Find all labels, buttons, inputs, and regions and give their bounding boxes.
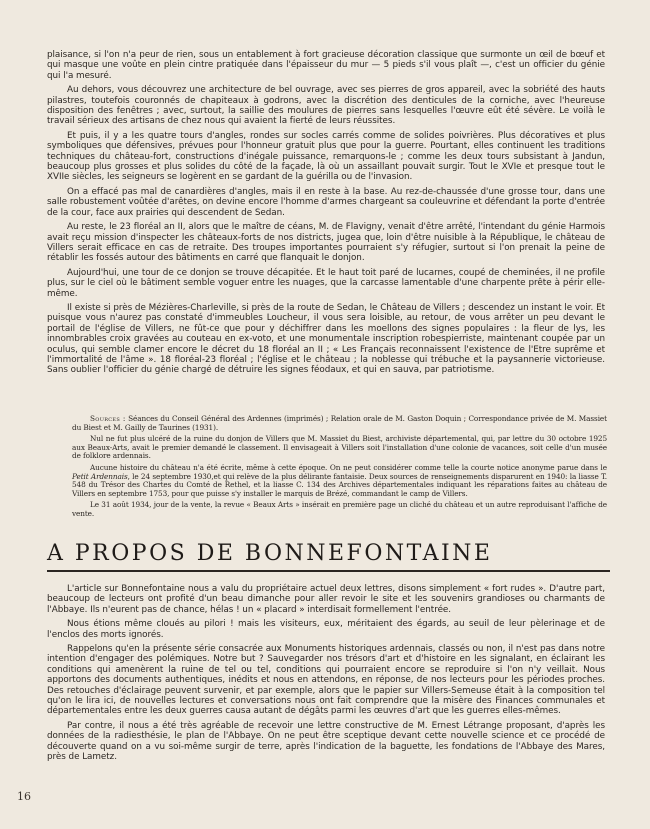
note-text: , le 24 septembre 1930,et qui relève de la plus délirante fantaisie. Deux sources de renseignements disparurent en 1940: la liasse T. 548 du Trésor des Chartes du Comté de Rethel, et la liasse C. 134 des Archives départementales indiquant les réparations faites au château de Villers en septembre 1753, pour que puisse s'y installer le marquis de Brézé, commandant le camp de Villers. — [72, 471, 607, 498]
article-bonnefontaine — [47, 584, 605, 767]
page-number: 16 — [17, 790, 31, 803]
paragraph: Nous étions même cloués au pilori ! mais les visiteurs, eux, méritaient des égards, au seuil de leur pèlerinage et de l'enclos des morts ignorés. — [47, 619, 605, 640]
note-sources — [72, 415, 607, 432]
paragraph: Rappelons qu'en la présente série consacrée aux Monuments historiques ardennais, classés ou non, il n'est pas dans notre intention d'engager des polémiques. Notre but ? Sauvegarder nos trésors d'art et d'histoire en les signalant, en éclairant les conditions qui amenèrent la ruine de tel ou tel, conditions qui pourraient encore se reproduire si l'on n'y veillait. Nous apportons des documents authentiques, inédits et nous en attendons, en réponse, de nos lecteurs pour les périodes proches. Des retouches d'éclairage peuvent survenir, et par exemple, alors que le papier sur Villers-Semeuse était à la composition tel qu'on le lira ici, de nouvelles lectures et conversations nous ont fait comprendre que la misère des Finances communales et départementales entre les deux guerres causa autant de dégâts parmi les œuvres d'art que les guerres elles-mêmes. — [47, 644, 605, 717]
heading-underline — [47, 570, 610, 572]
note-text: Aucune histoire du château n'a été écrite, même à cette époque. On ne peut considérer comme telle la courte notice anonyme parue dans le — [90, 462, 607, 472]
paragraph: Au dehors, vous découvrez une architecture de bel ouvrage, avec ses pierres de gros appareil, avec la sobriété des hauts pilastres, toutefois couronnés de chapiteaux à godrons, avec la discrétion des denticules de la corniche, avec l'heureuse disposition des fenêtres ; avec, surtout, la saillie des moulures de pierres sans lesquelles l'œuvre eût été sévère. Le voilà le travail sérieux des artisans de chez nous qui avaient la fierté de leurs réussites. — [47, 85, 605, 127]
paragraph: On a effacé pas mal de canardières d'angles, mais il en reste à la base. Au rez-de-chaussée d'une grosse tour, dans une salle robustement voûtée d'arêtes, on devine encore l'homme d'armes chargeant sa couleuvrine et défendant la porte d'entrée de la cour, face aux prairies qui descendent de Sedan. — [47, 186, 605, 218]
paragraph: Aujourd'hui, une tour de ce donjon se trouve décapitée. Et le haut toit paré de lucarnes, coupé de cheminées, il ne profile plus, sur le ciel où le bâtiment semble voguer entre les nuages, que la carcasse lamentable d'une charpente prête à périr elle-même. — [47, 267, 605, 299]
paragraph: Par contre, il nous a été très agréable de recevoir une lettre constructive de M. Ernest Létrange proposant, d'après les données de la radiesthésie, le plan de l'Abbaye. On ne peut être sceptique devant cette nouvelle science et ce procédé de découverte quand on a vu soi-même surgir de terre, après l'indication de la baguette, les fondations de l'Abbaye des Mares, près de Lametz. — [47, 720, 605, 763]
section-heading: A PROPOS DE BONNEFONTAINE — [47, 541, 493, 566]
article-villers — [47, 50, 605, 380]
footnotes — [72, 415, 607, 522]
sources-label: Sources : — [90, 414, 126, 423]
paragraph: L'article sur Bonnefontaine nous a valu du propriétaire actuel deux lettres, disons simplement « fort rudes ». D'autre part, beaucoup de lecteurs ont profité d'un beau dimanche pour aller revoir le site et les souvenirs grandioses ou charmants de l'Abbaye. Ils n'eurent pas de chance, hélas ! un « placard » interdisait formellement l'entrée. — [47, 584, 605, 615]
sources-text: Séances du Conseil Général des Ardennes (imprimés) ; Relation orale de M. Gaston Doquin ; Correspondance privée de M. Massiet du Biest et M. Gailly de Taurines (1931). — [72, 414, 607, 432]
paragraph: plaisance, si l'on n'a peur de rien, sous un entablement à fort gracieuse décoration classique que surmonte un œil de bœuf et qui masque une voûte en plein cintre pratiquée dans l'épaisseur du mur — 5 pieds s'il vous plaît —, c'est un officier du génie qui l'a mesuré. — [47, 50, 605, 81]
paragraph: Il existe si près de Mézières-Charleville, si près de la route de Sedan, le Château de Villers ; descendez un instant le voir. Et puisque vous n'aurez pas constaté d'immeubles Loucheur, il vous sera loisible, au retour, de vous arrêter un peu devant le portail de l'église de Villers, ne fût-ce que pour y déchiffrer dans les moellons des signes populaires : la fleur de lys, les innombrables croix gravées au couteau en ex-voto, et une monumentale inscription robespierriste, maintenant coupée par un oculus, qui semble clamer encore le décret du 18 floréal an II ; « Les Français reconnaissent l'existence de l'Etre suprême et l'immortalité de l'âme ». 18 floréal-23 floréal ; l'église et le château ; la noblesse qui trébuche et la paysannerie victorieuse. Sans oublier l'officier du génie chargé de détruire les signes féodaux, et qui en sauva, par patriotisme. — [47, 302, 605, 376]
note — [72, 464, 607, 498]
paragraph: Au reste, le 23 floréal an II, alors que le maître de céans, M. de Flavigny, venait d'être arrêté, l'intendant du génie Harmois avait reçu mission d'inspecter les châteaux-forts de nos districts, jugea que, loin d'être nuisible à la République, le château de Villers serait efficace en cas de retraite. Des troupes importantes pourraient s'y réfugier, surtout si l'on prenait la peine de rétablir les fossés autour des bâtiments en carré que flanquait le donjon. — [47, 222, 605, 264]
paragraph: Et puis, il y a les quatre tours d'angles, rondes sur socles carrés comme de solides poivrières. Plus décoratives et plus symboliques que défensives, prévues pour l'honneur gratuit plus que pour la guerre. Pourtant, elles continuent les traditions techniques du château-fort, constructions d'inégale puissance, remarquons-le ; comme les deux tours subsistant à Jandun, beaucoup plus grosses et plus solides du côté de la façade, là où un assaillant pouvait surgir. Tout le XVIe et presque tout le XVIIe siècles, les seigneurs se logèrent en se gardant de la guérilla ou de l'invasion. — [47, 130, 605, 183]
note: Le 31 août 1934, jour de la vente, la revue « Beaux Arts » insérait en première page un cliché du château et un autre reproduisant l'affiche de vente. — [72, 500, 607, 518]
note: Nul ne fut plus ulcéré de la ruine du donjon de Villers que M. Massiet du Biest, archiviste départemental, qui, par lettre du 30 octobre 1925 aux Beaux-Arts, avait le premier demandé le classement. Il envisageait à Villers soit l'installation d'une colonie de vacances, soit celle d'un musée de folklore ardennais. — [72, 434, 607, 461]
newspaper-title: Petit Ardennais — [72, 471, 128, 481]
